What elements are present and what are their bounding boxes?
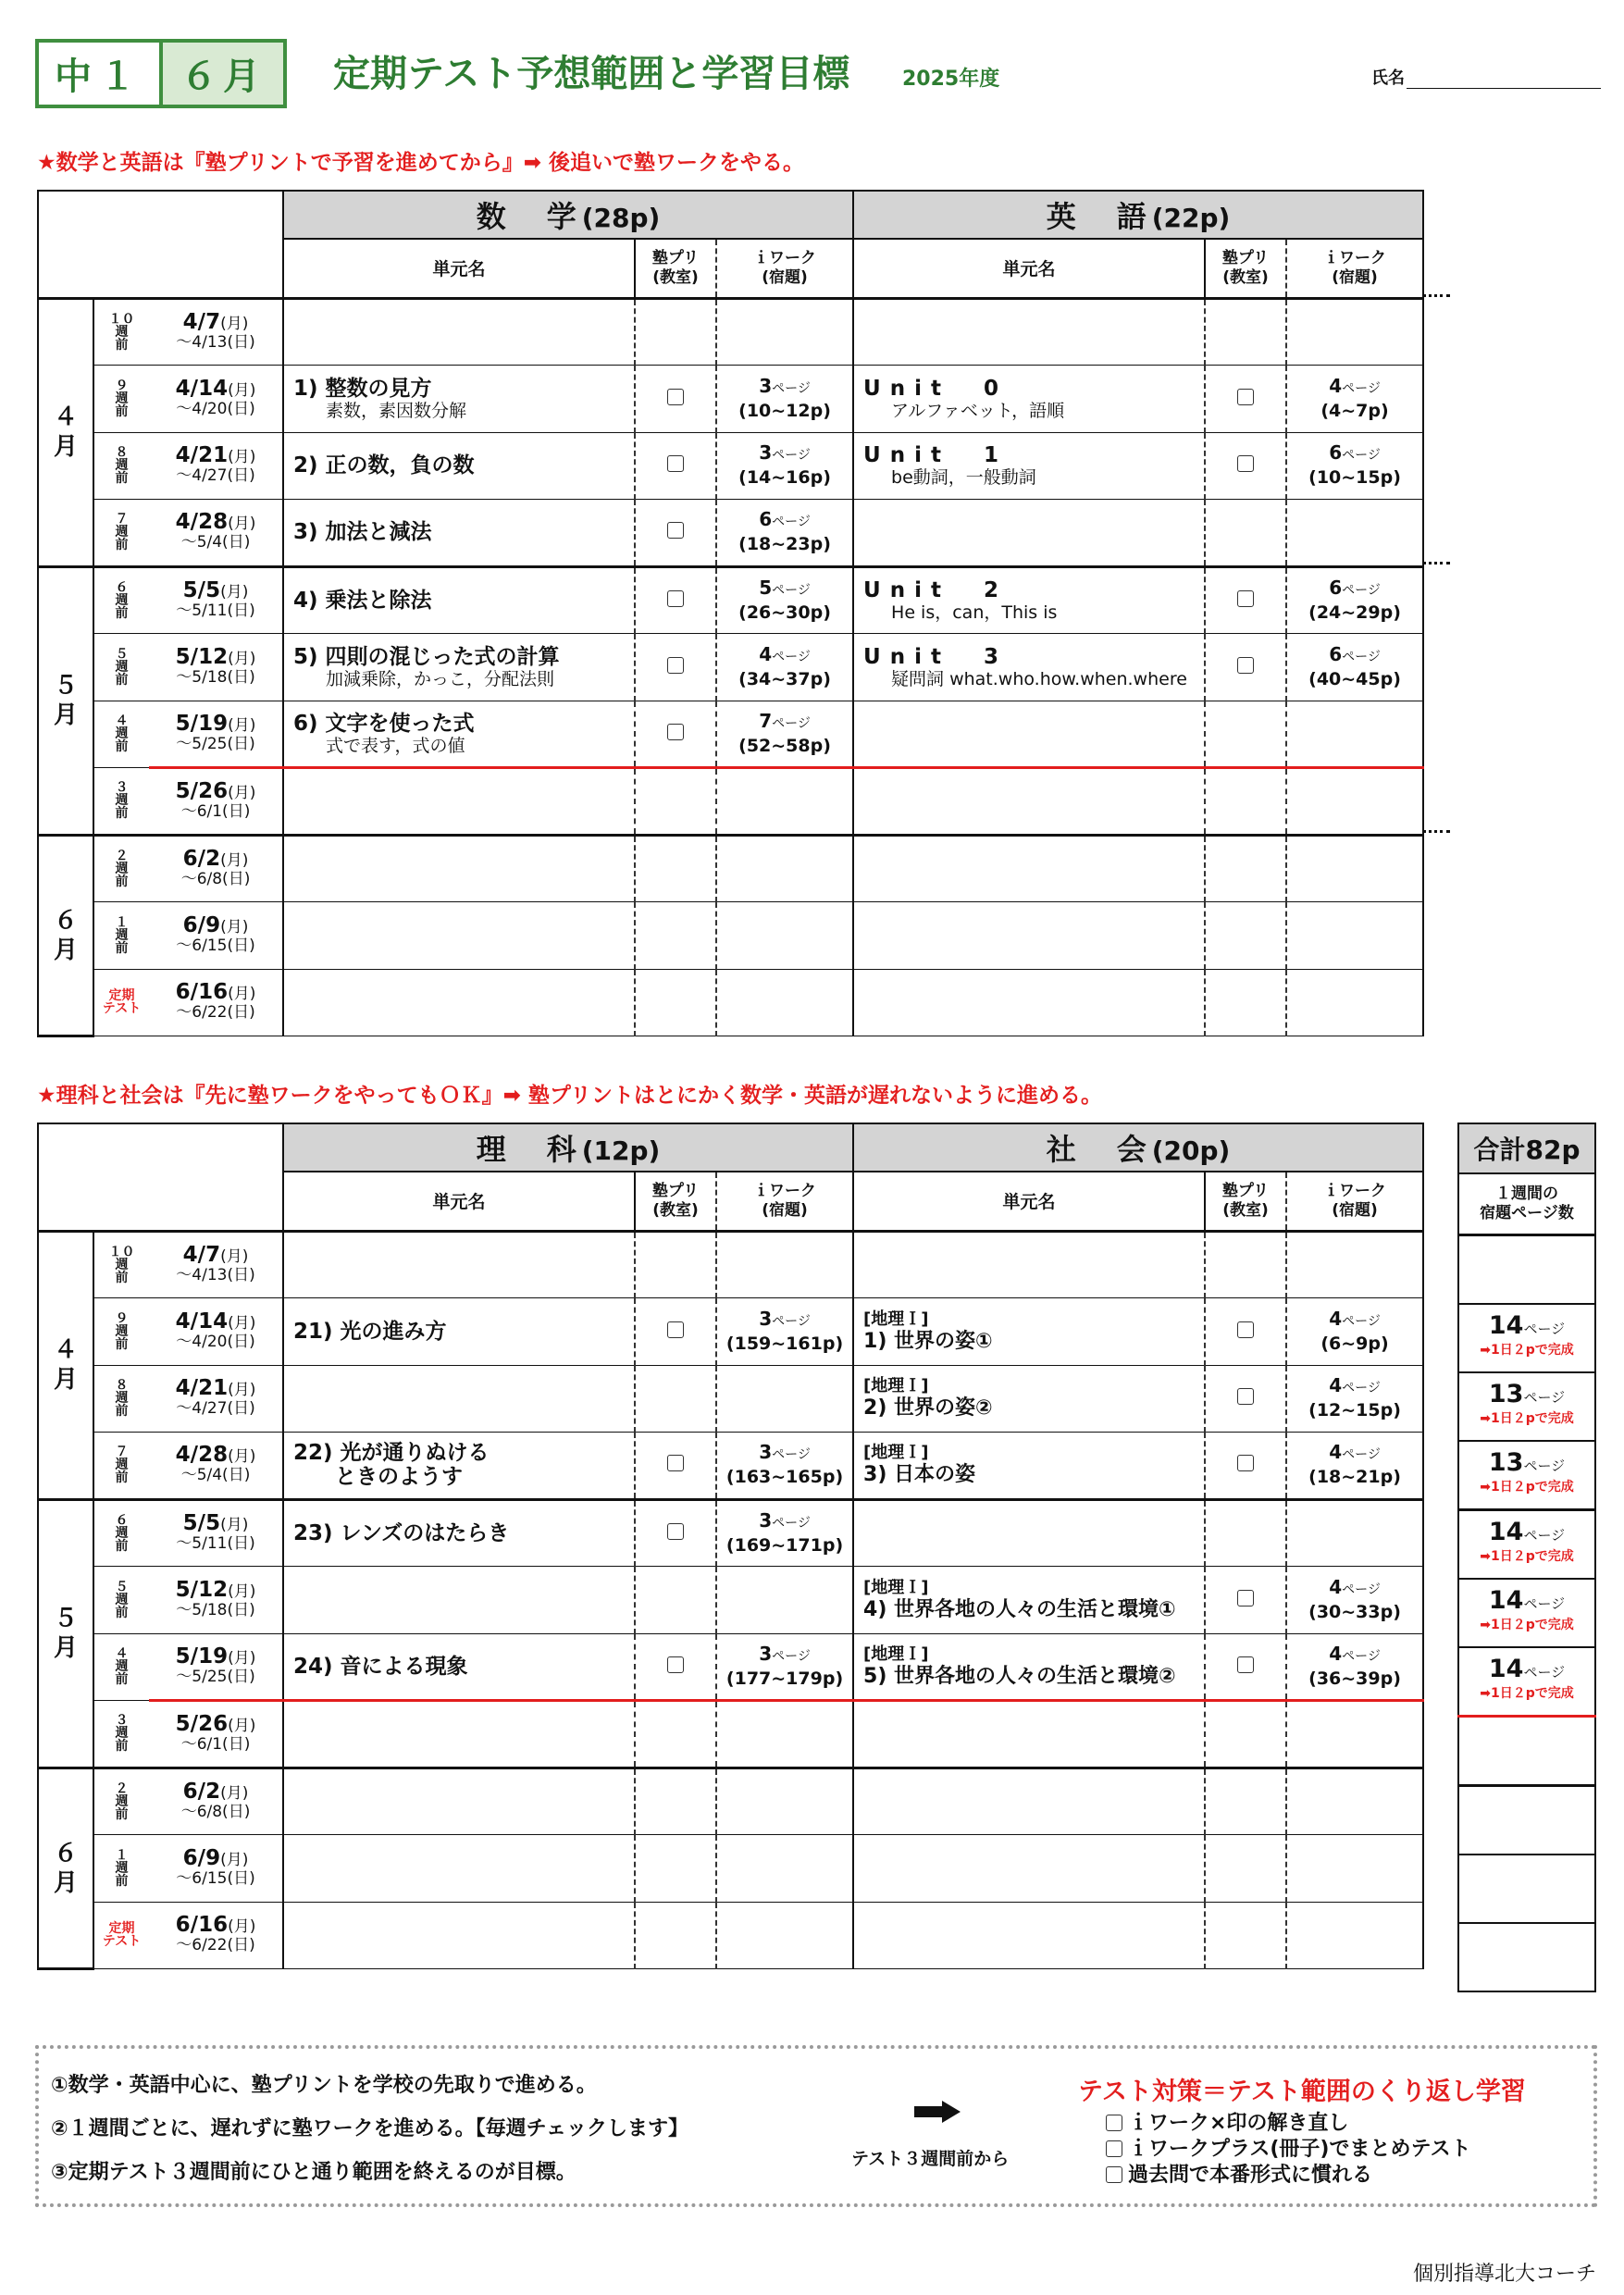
unit-name-cell: [853, 1499, 1205, 1567]
print-check-cell: [635, 1231, 716, 1298]
weeks-before-label: ２ 週 前: [93, 835, 149, 902]
unit-name-cell: 21) 光の進み方: [283, 1298, 635, 1366]
print-check-cell: [1205, 835, 1286, 902]
checkbox-icon[interactable]: [667, 1523, 684, 1540]
print-check-cell: [1205, 1768, 1286, 1835]
unit-name-cell: [853, 701, 1205, 768]
unit-name-cell: 24) 音による現象: [283, 1633, 635, 1701]
column-header-print: 塾プリ (教室): [1205, 239, 1286, 298]
checkbox-icon[interactable]: [667, 1656, 684, 1673]
month-label: ６ 月: [38, 835, 93, 1036]
checkbox-icon[interactable]: [1237, 1455, 1254, 1471]
unit-name-cell: [283, 1567, 635, 1634]
print-check-cell: [635, 835, 716, 902]
column-header-unit: 単元名: [283, 1172, 635, 1231]
checkbox-icon[interactable]: [667, 389, 684, 405]
grade-label: 中１: [55, 56, 143, 98]
work-pages-cell: 4ページ (18~21p): [1286, 1433, 1423, 1500]
note-math-english: ★数学と英語は『塾プリントで予習を進めてから』➡ 後追いで塾ワークをやる。: [37, 151, 804, 175]
checkbox-icon[interactable]: [667, 657, 684, 674]
column-header-work: ｉワーク (宿題): [1286, 239, 1423, 298]
footer-brand: 個別指導北大コーチ: [1412, 2263, 1596, 2286]
total-pages-cell: [1458, 1235, 1595, 1305]
print-check-cell: [635, 366, 716, 433]
print-check-cell: [1205, 1231, 1286, 1298]
print-check-cell: [1205, 902, 1286, 970]
total-header: 合計82p: [1458, 1123, 1595, 1173]
unit-name-cell: 5) 四則の混じった式の計算 加減乗除，かっこ，分配法則: [283, 634, 635, 701]
note-science-social: ★理科と社会は『先に塾ワークをやってもＯＫ』➡ 塾プリントはとにかく数学・英語が遅れないように進める。: [37, 1084, 1102, 1108]
work-pages-cell: 3ページ (177~179p): [716, 1633, 853, 1701]
column-header-unit: 単元名: [283, 239, 635, 298]
unit-name-cell: [283, 1902, 635, 1969]
work-pages-cell: [716, 1835, 853, 1903]
print-check-cell: [1205, 432, 1286, 500]
grade-month-box: [35, 39, 287, 108]
unit-name-cell: [853, 298, 1205, 366]
month-label: ６ 月: [38, 1768, 93, 1969]
work-pages-cell: 7ページ (52~58p): [716, 701, 853, 768]
work-pages-cell: 5ページ (26~30p): [716, 566, 853, 634]
unit-name-cell: [853, 1231, 1205, 1298]
month-label: ５ 月: [38, 566, 93, 835]
week-date-range: 5/5(月) 〜5/11(日): [149, 566, 283, 634]
checkbox-icon[interactable]: [1237, 590, 1254, 607]
week-date-range: 5/19(月) 〜5/25(日): [149, 701, 283, 768]
print-check-cell: [1205, 566, 1286, 634]
week-date-range: 5/12(月) 〜5/18(日): [149, 634, 283, 701]
column-header-unit: 単元名: [853, 239, 1205, 298]
print-check-cell: [1205, 1365, 1286, 1433]
print-check-cell: [635, 1902, 716, 1969]
work-pages-cell: [1286, 1902, 1423, 1969]
work-pages-cell: [716, 1768, 853, 1835]
print-check-cell: [1205, 1499, 1286, 1567]
column-header-print: 塾プリ (教室): [635, 1172, 716, 1231]
unit-name-cell: [853, 902, 1205, 970]
row-separator-dots: [1422, 830, 1450, 833]
name-field[interactable]: [1407, 88, 1601, 89]
unit-name-cell: [283, 1365, 635, 1433]
week-date-range: 4/7(月) 〜4/13(日): [149, 1231, 283, 1298]
work-pages-cell: [716, 768, 853, 836]
name-label: 氏名: [1371, 68, 1405, 88]
total-pages-cell: [1458, 1923, 1595, 1991]
row-separator-dots: [1422, 562, 1450, 564]
weeks-before-label: ５ 週 前: [93, 1567, 149, 1634]
strategy-item-2: ｉワークプラス(冊子)でまとめテスト: [1106, 2133, 1471, 2162]
print-check-cell: [635, 634, 716, 701]
week-date-range: 5/26(月) 〜6/1(日): [149, 1701, 283, 1768]
week-date-range: 5/5(月) 〜5/11(日): [149, 1499, 283, 1567]
print-check-cell: [635, 969, 716, 1036]
checkbox-icon[interactable]: [667, 1321, 684, 1338]
work-pages-cell: [1286, 1835, 1423, 1903]
work-pages-cell: [1286, 902, 1423, 970]
week-date-range: 4/21(月) 〜4/27(日): [149, 1365, 283, 1433]
column-header-unit: 単元名: [853, 1172, 1205, 1231]
strategy-item-1: ｉワーク×印の解き直し: [1106, 2107, 1348, 2136]
work-pages-cell: 4ページ (36~39p): [1286, 1633, 1423, 1701]
unit-name-cell: Unit 3 疑問詞 what.who.how.when.where: [853, 634, 1205, 701]
week-date-range: 6/16(月) 〜6/22(日): [149, 1902, 283, 1969]
unit-name-cell: [地理Ｉ] 1) 世界の姿①: [853, 1298, 1205, 1366]
print-check-cell: [1205, 634, 1286, 701]
unit-name-cell: Unit 2 He is，can，This is: [853, 566, 1205, 634]
week-date-range: 5/19(月) 〜5/25(日): [149, 1633, 283, 1701]
print-check-cell: [635, 1633, 716, 1701]
work-pages-cell: 3ページ (10~12p): [716, 366, 853, 433]
work-pages-cell: [1286, 969, 1423, 1036]
weeks-before-label: ７ 週 前: [93, 1433, 149, 1500]
work-pages-cell: [1286, 835, 1423, 902]
weeks-before-label: ７ 週 前: [93, 500, 149, 567]
unit-name-cell: [地理Ｉ] 4) 世界各地の人々の生活と環境①: [853, 1567, 1205, 1634]
week-date-range: 4/14(月) 〜4/20(日): [149, 366, 283, 433]
week-date-range: 4/28(月) 〜5/4(日): [149, 1433, 283, 1500]
print-check-cell: [1205, 969, 1286, 1036]
column-header-work: ｉワーク (宿題): [716, 1172, 853, 1231]
unit-name-cell: 23) レンズのはたらき: [283, 1499, 635, 1567]
strategy-item-3: 過去問で本番形式に慣れる: [1106, 2159, 1372, 2188]
print-check-cell: [635, 1499, 716, 1567]
work-pages-cell: 4ページ (30~33p): [1286, 1567, 1423, 1634]
week-date-range: 6/2(月) 〜6/8(日): [149, 1768, 283, 1835]
row-separator-dots: [1422, 294, 1450, 297]
checkbox-icon[interactable]: [1237, 1656, 1254, 1673]
weeks-before-label: ４ 週 前: [93, 1633, 149, 1701]
weeks-before-label: ５ 週 前: [93, 634, 149, 701]
week-date-range: 4/21(月) 〜4/27(日): [149, 432, 283, 500]
unit-name-cell: [283, 969, 635, 1036]
unit-name-cell: [283, 1701, 635, 1768]
week-date-range: 4/7(月) 〜4/13(日): [149, 298, 283, 366]
week-date-range: 4/14(月) 〜4/20(日): [149, 1298, 283, 1366]
unit-name-cell: 6) 文字を使った式 式で表す，式の値: [283, 701, 635, 768]
arrow-label: テスト３週間前から: [851, 2149, 1010, 2169]
week-date-range: 6/9(月) 〜6/15(日): [149, 902, 283, 970]
weeks-before-label: 定期 テスト: [93, 969, 149, 1036]
weeks-before-label: １０ 週 前: [93, 1231, 149, 1298]
print-check-cell: [1205, 1902, 1286, 1969]
unit-name-cell: [283, 768, 635, 836]
subject-header-right: 社 会(20p): [853, 1123, 1423, 1172]
work-pages-cell: [1286, 298, 1423, 366]
weeks-before-label: １ 週 前: [93, 1835, 149, 1903]
total-pages-cell: 14ページ ➡1日２pで完成: [1458, 1579, 1595, 1647]
work-pages-cell: 3ページ (169~171p): [716, 1499, 853, 1567]
column-header-print: 塾プリ (教室): [1205, 1172, 1286, 1231]
print-check-cell: [1205, 298, 1286, 366]
work-pages-cell: [716, 1365, 853, 1433]
checkbox-icon[interactable]: [1237, 455, 1254, 472]
print-check-cell: [1205, 1433, 1286, 1500]
print-check-cell: [635, 1701, 716, 1768]
work-pages-cell: 3ページ (159~161p): [716, 1298, 853, 1366]
plan-line-1: ①数学・英語中心に、塾プリントを学校の先取りで進める。: [51, 2074, 597, 2097]
work-pages-cell: [1286, 1499, 1423, 1567]
work-pages-cell: [716, 298, 853, 366]
week-date-range: 6/16(月) 〜6/22(日): [149, 969, 283, 1036]
work-pages-cell: 4ページ (12~15p): [1286, 1365, 1423, 1433]
unit-name-cell: [地理Ｉ] 2) 世界の姿②: [853, 1365, 1205, 1433]
checkbox-icon[interactable]: [1237, 1388, 1254, 1405]
work-pages-cell: [1286, 768, 1423, 836]
total-pages-cell: 13ページ ➡1日２pで完成: [1458, 1372, 1595, 1441]
weeks-before-label: 定期 テスト: [93, 1902, 149, 1969]
total-pages-cell: 14ページ ➡1日２pで完成: [1458, 1304, 1595, 1372]
weeks-before-label: １ 週 前: [93, 902, 149, 970]
work-pages-cell: [716, 835, 853, 902]
work-pages-cell: [716, 1701, 853, 1768]
print-check-cell: [1205, 500, 1286, 567]
checkbox-icon[interactable]: [1106, 2166, 1122, 2183]
week-date-range: 4/28(月) 〜5/4(日): [149, 500, 283, 567]
unit-name-cell: [283, 1768, 635, 1835]
column-header-work: ｉワーク (宿題): [1286, 1172, 1423, 1231]
month-label: ６月: [159, 43, 283, 105]
work-pages-cell: 3ページ (163~165p): [716, 1433, 853, 1500]
print-check-cell: [1205, 1701, 1286, 1768]
unit-name-cell: [283, 298, 635, 366]
unit-name-cell: [283, 1835, 635, 1903]
checkbox-icon[interactable]: [1237, 657, 1254, 674]
print-check-cell: [1205, 1633, 1286, 1701]
unit-name-cell: [853, 1701, 1205, 1768]
total-subheader: １週間の 宿題ページ数: [1458, 1173, 1595, 1235]
checkbox-icon[interactable]: [1237, 1590, 1254, 1606]
arrow-right-icon: [914, 2101, 961, 2123]
print-check-cell: [635, 1365, 716, 1433]
unit-name-cell: 4) 乗法と除法: [283, 566, 635, 634]
print-check-cell: [1205, 701, 1286, 768]
print-check-cell: [1205, 1298, 1286, 1366]
work-pages-cell: [716, 1231, 853, 1298]
table2-grid: [37, 1123, 1424, 1970]
unit-name-cell: 22) 光が通りぬける ときのようす: [283, 1433, 635, 1500]
checkbox-icon[interactable]: [1106, 2115, 1122, 2131]
print-check-cell: [1205, 1835, 1286, 1903]
total-pages-table: [1457, 1123, 1596, 1992]
total-pages-cell: [1458, 1717, 1595, 1786]
checkbox-icon[interactable]: [667, 590, 684, 607]
corner-cell: [38, 191, 283, 298]
plan-line-3: ③定期テスト３週間前にひと通り範囲を終えるのが目標。: [51, 2161, 576, 2184]
print-check-cell: [635, 298, 716, 366]
unit-name-cell: [853, 835, 1205, 902]
subject-header-left: 数 学(28p): [283, 191, 853, 239]
work-pages-cell: [1286, 1701, 1423, 1768]
total-pages-cell: [1458, 1786, 1595, 1855]
print-check-cell: [635, 500, 716, 567]
column-header-work: ｉワーク (宿題): [716, 239, 853, 298]
unit-name-cell: 3) 加法と減法: [283, 500, 635, 567]
unit-name-cell: [地理Ｉ] 3) 日本の姿: [853, 1433, 1205, 1500]
work-pages-cell: 6ページ (24~29p): [1286, 566, 1423, 634]
weeks-before-label: ４ 週 前: [93, 701, 149, 768]
weeks-before-label: ９ 週 前: [93, 1298, 149, 1366]
work-pages-cell: [1286, 1231, 1423, 1298]
work-pages-cell: 3ページ (14~16p): [716, 432, 853, 500]
week-date-range: 5/12(月) 〜5/18(日): [149, 1567, 283, 1634]
unit-name-cell: [853, 1835, 1205, 1903]
subject-header-right: 英 語(22p): [853, 191, 1423, 239]
unit-name-cell: [853, 969, 1205, 1036]
week-date-range: 5/26(月) 〜6/1(日): [149, 768, 283, 836]
unit-name-cell: [283, 902, 635, 970]
work-pages-cell: 4ページ (4~7p): [1286, 366, 1423, 433]
print-check-cell: [635, 1768, 716, 1835]
print-check-cell: [635, 1298, 716, 1366]
checkbox-icon[interactable]: [1237, 389, 1254, 405]
weeks-before-label: ３ 週 前: [93, 768, 149, 836]
print-check-cell: [1205, 1567, 1286, 1634]
total-pages-cell: [1458, 1855, 1595, 1923]
print-check-cell: [635, 1835, 716, 1903]
work-pages-cell: [716, 1902, 853, 1969]
weeks-before-label: ８ 週 前: [93, 1365, 149, 1433]
work-pages-cell: [1286, 701, 1423, 768]
print-check-cell: [635, 566, 716, 634]
print-check-cell: [635, 902, 716, 970]
work-pages-cell: 4ページ (34~37p): [716, 634, 853, 701]
table1-grid: [37, 190, 1424, 1037]
print-check-cell: [635, 1433, 716, 1500]
checkbox-icon[interactable]: [667, 724, 684, 740]
print-check-cell: [1205, 366, 1286, 433]
print-check-cell: [635, 768, 716, 836]
work-pages-cell: [1286, 1768, 1423, 1835]
print-check-cell: [635, 701, 716, 768]
year-label: 2025年度: [902, 68, 1000, 91]
weeks-before-label: ６ 週 前: [93, 566, 149, 634]
checkbox-icon[interactable]: [667, 455, 684, 472]
weeks-before-label: ６ 週 前: [93, 1499, 149, 1567]
month-label: ４ 月: [38, 1231, 93, 1499]
unit-name-cell: [853, 768, 1205, 836]
work-pages-cell: 6ページ (18~23p): [716, 500, 853, 567]
week-date-range: 6/2(月) 〜6/8(日): [149, 835, 283, 902]
unit-name-cell: [853, 500, 1205, 567]
column-header-print: 塾プリ (教室): [635, 239, 716, 298]
print-check-cell: [1205, 768, 1286, 836]
checkbox-icon[interactable]: [667, 1455, 684, 1471]
checkbox-icon[interactable]: [1106, 2140, 1122, 2157]
week-date-range: 6/9(月) 〜6/15(日): [149, 1835, 283, 1903]
weeks-before-label: ９ 週 前: [93, 366, 149, 433]
checkbox-icon[interactable]: [667, 522, 684, 539]
unit-name-cell: 1) 整数の見方 素数，素因数分解: [283, 366, 635, 433]
work-pages-cell: [716, 1567, 853, 1634]
plan-line-2: ②１週間ごとに、遅れずに塾ワークを進める。【毎週チェックします】: [51, 2117, 688, 2140]
total-pages-cell: 13ページ ➡1日２pで完成: [1458, 1441, 1595, 1510]
work-pages-cell: [1286, 500, 1423, 567]
checkbox-icon[interactable]: [1237, 1321, 1254, 1338]
unit-name-cell: [283, 835, 635, 902]
unit-name-cell: 2) 正の数，負の数: [283, 432, 635, 500]
unit-name-cell: [853, 1902, 1205, 1969]
weeks-before-label: ８ 週 前: [93, 432, 149, 500]
work-pages-cell: [716, 902, 853, 970]
page-title: 定期テスト予想範囲と学習目標: [333, 53, 850, 95]
weeks-before-label: ３ 週 前: [93, 1701, 149, 1768]
total-pages-cell: 14ページ ➡1日２pで完成: [1458, 1510, 1595, 1580]
work-pages-cell: [716, 969, 853, 1036]
total-pages-cell: 14ページ ➡1日２pで完成: [1458, 1647, 1595, 1717]
work-pages-cell: 4ページ (6~9p): [1286, 1298, 1423, 1366]
work-pages-cell: 6ページ (10~15p): [1286, 432, 1423, 500]
unit-name-cell: Unit 1 be動詞，一般動詞: [853, 432, 1205, 500]
unit-name-cell: [853, 1768, 1205, 1835]
weeks-before-label: １０ 週 前: [93, 298, 149, 366]
corner-cell: [38, 1123, 283, 1231]
weeks-before-label: ２ 週 前: [93, 1768, 149, 1835]
test-strategy-title: テスト対策＝テスト範囲のくり返し学習: [1078, 2078, 1526, 2106]
unit-name-cell: [地理Ｉ] 5) 世界各地の人々の生活と環境②: [853, 1633, 1205, 1701]
unit-name-cell: Unit 0 アルファベット，語順: [853, 366, 1205, 433]
month-label: ４ 月: [38, 298, 93, 566]
print-check-cell: [635, 432, 716, 500]
month-label: ５ 月: [38, 1499, 93, 1768]
print-check-cell: [635, 1567, 716, 1634]
subject-header-left: 理 科(12p): [283, 1123, 853, 1172]
work-pages-cell: 6ページ (40~45p): [1286, 634, 1423, 701]
unit-name-cell: [283, 1231, 635, 1298]
